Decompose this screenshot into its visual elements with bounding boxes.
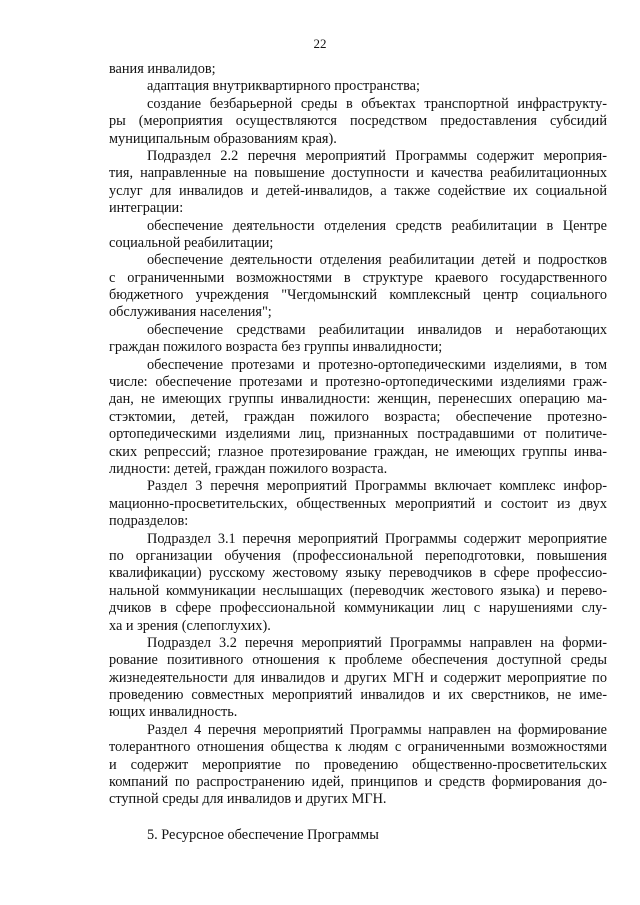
paragraph-line: подразделов: xyxy=(109,513,189,530)
paragraph-line: квалификации) русскому жестовому языку переводчиков в сфере профессио- xyxy=(109,565,607,582)
paragraph-line: граждан пожилого возраста без группы инвалидности; xyxy=(109,339,443,356)
paragraph-line: ющих инвалидность. xyxy=(109,704,238,721)
document-body xyxy=(109,61,607,844)
page-number: 22 xyxy=(313,36,327,51)
paragraph-line: числе: обеспечение протезами и протезно-ортопедическими изделиями граж- xyxy=(109,374,607,391)
paragraph-line: обеспечение средствами реабилитации инвалидов и неработающих xyxy=(147,321,607,338)
paragraph xyxy=(109,78,607,95)
paragraph xyxy=(109,218,607,253)
paragraph-line: ских репрессий; глазное протезирование граждан, не имеющих группы инва- xyxy=(109,443,607,460)
paragraph-line: мационно-просветительских, общественных мероприятий и состоит из двух xyxy=(109,495,607,512)
paragraph-line: ортопедическими изделиями лиц, признанных пострадавшими от политиче- xyxy=(109,426,607,443)
paragraph-line: социальной реабилитации; xyxy=(109,234,274,251)
paragraph-line: ха и зрения (слепоглухих). xyxy=(109,617,271,634)
paragraph-line: жизнедеятельности для инвалидов и других МГН и содержит мероприятие по xyxy=(109,669,607,686)
paragraph-line: бюджетного учреждения "Чегдомынский комплексный центр социального xyxy=(109,287,607,304)
paragraph-line: Раздел 4 перечня мероприятий Программы направлен на формирование xyxy=(147,721,607,738)
paragraph-line: Подраздел 2.2 перечня мероприятий Программы содержит мероприя- xyxy=(147,147,607,164)
paragraph-line: интеграции: xyxy=(109,200,184,217)
paragraph xyxy=(109,722,607,809)
paragraph-line: с ограниченными возможностями в структуре краевого государственного xyxy=(109,269,607,286)
paragraph xyxy=(109,531,607,635)
section-gap xyxy=(109,809,607,827)
paragraph-line: обеспечение деятельности отделения реабилитации детей и подростков xyxy=(147,252,607,269)
paragraph xyxy=(109,322,607,357)
paragraph-line: ры (мероприятия осуществляются посредством предоставления субсидий xyxy=(109,113,607,130)
paragraph-line: дчиков в сфере профессиональной коммуникации лиц с нарушениями слу- xyxy=(109,600,607,617)
paragraph-line: вания инвалидов; xyxy=(109,61,216,77)
paragraph-line: обслуживания населения"; xyxy=(109,304,272,321)
paragraph-line: тия, направленные на повышение доступности и качества реабилитационных xyxy=(109,165,607,182)
paragraph-line: проведению совместных мероприятий инвалидов и их сверстников, не име- xyxy=(109,687,607,704)
paragraph-line: услуг для инвалидов и детей-инвалидов, а также содействие их социальной xyxy=(109,182,607,199)
paragraph xyxy=(109,478,607,530)
paragraph xyxy=(109,61,607,78)
paragraph xyxy=(109,96,607,148)
paragraph-line: муниципальным образованиям края). xyxy=(109,130,337,147)
paragraph xyxy=(109,148,607,218)
paragraph-line: Подраздел 3.1 перечня мероприятий Программы содержит мероприятие xyxy=(147,530,607,547)
paragraph-line: компаний по распространению идей, принципов и средств формирования до- xyxy=(109,774,607,791)
paragraph-line: нальной коммуникации неслышащих (переводчик жестового языка) и перево- xyxy=(109,582,607,599)
paragraph-line: рование позитивного отношения к проблеме обеспечения доступной среды xyxy=(109,652,607,669)
paragraph xyxy=(109,635,607,722)
paragraph-line: обеспечение деятельности отделения средств реабилитации в Центре xyxy=(147,217,607,234)
paragraph-line: стэктомии, детей, граждан пожилого возраста; обеспечение протезно- xyxy=(109,408,607,425)
paragraph-line: Раздел 3 перечня мероприятий Программы включает комплекс инфор- xyxy=(147,478,607,495)
paragraph-line: Подраздел 3.2 перечня мероприятий Программы направлен на форми- xyxy=(147,634,607,651)
paragraph-line: создание безбарьерной среды в объектах транспортной инфраструкту- xyxy=(147,95,607,112)
paragraph-line: обеспечение протезами и протезно-ортопедическими изделиями, в том xyxy=(147,356,607,373)
paragraph-line: ступной среды для инвалидов и других МГН. xyxy=(109,791,387,808)
paragraph-line: адаптация внутриквартирного пространства; xyxy=(147,78,421,95)
paragraph-line: толерантного отношения общества к людям с ограниченными возможностями xyxy=(109,739,607,756)
paragraph-line: дан, не имеющих группы инвалидности: женщин, перенесших операцию ма- xyxy=(109,391,607,408)
section-heading: 5. Ресурсное обеспечение Программы xyxy=(147,826,379,843)
paragraph xyxy=(109,357,607,479)
paragraph-line: и содержит мероприятие по проведению общественно-просветительских xyxy=(109,756,607,773)
paragraph xyxy=(109,252,607,322)
paragraph-line: по организации обучения (профессиональной переподготовки, повышения xyxy=(109,547,607,564)
paragraph-line: лидности: детей, граждан пожилого возраста. xyxy=(109,460,388,477)
